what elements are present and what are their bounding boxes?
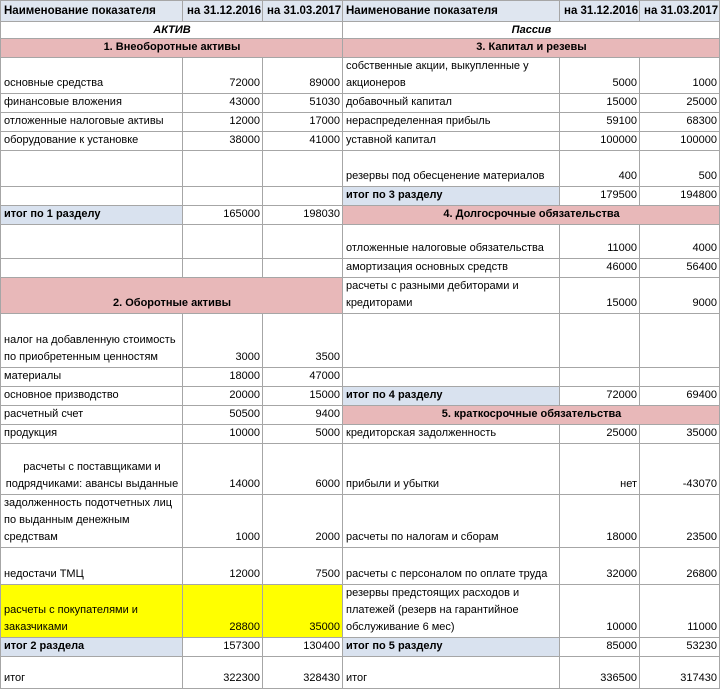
cell-itog4-v2[interactable]: 69400 (640, 387, 720, 406)
header-name-right[interactable]: Наименование показателя (343, 1, 560, 22)
cell-nds-label[interactable]: налог на добавленную стоимость по приобретенным ценностям (1, 314, 183, 368)
cell-mat-v1[interactable]: 18000 (183, 368, 263, 387)
cell-rezerv-label[interactable]: резервы под обесценение материалов (343, 151, 560, 187)
cell-empty[interactable] (1, 259, 183, 278)
cell-mat-label[interactable]: материалы (1, 368, 183, 387)
cell-dobk-label[interactable]: добавочный капитал (343, 94, 560, 113)
cell-pribub-v2[interactable]: -43070 (640, 444, 720, 495)
cell-os-v2[interactable]: 89000 (263, 58, 343, 94)
cell-debkr-label[interactable]: расчеты с разными дебиторами и кредиторами (343, 278, 560, 314)
cell-prod-v1[interactable]: 10000 (183, 425, 263, 444)
cell-ono-label[interactable]: отложенные налоговые обязательства (343, 225, 560, 259)
cell-nalog-v2[interactable]: 23500 (640, 495, 720, 548)
table-row (1, 548, 720, 585)
cell-podotch-v1[interactable]: 1000 (183, 495, 263, 548)
cell-rezerv-v2[interactable]: 500 (640, 151, 720, 187)
cell-itog5-label[interactable]: итог по 5 разделу (343, 638, 560, 657)
header-row (1, 1, 720, 22)
cell-empty[interactable] (1, 225, 183, 259)
table-row (1, 657, 720, 689)
table-row (1, 206, 720, 225)
cell-oborud-v2[interactable]: 41000 (263, 132, 343, 151)
table-row (1, 314, 720, 368)
cell-nedost-v1[interactable]: 12000 (183, 548, 263, 585)
table-row (1, 58, 720, 94)
cell-empty[interactable] (640, 314, 720, 368)
cell-person-v2[interactable]: 26800 (640, 548, 720, 585)
cell-pribub-v1[interactable]: нет (560, 444, 640, 495)
side-row (1, 22, 720, 39)
cell-pokup-v2[interactable]: 35000 (263, 585, 343, 638)
header-date1-left[interactable]: на 31.12.2016 (183, 1, 263, 22)
cell-mat-v2[interactable]: 47000 (263, 368, 343, 387)
cell-ona-v1[interactable]: 12000 (183, 113, 263, 132)
table-row (1, 387, 720, 406)
cell-itog1-v1[interactable]: 165000 (183, 206, 263, 225)
cell-sobakc-label[interactable]: собственные акции, выкупленные у акционеров (343, 58, 560, 94)
cell-oborud-v1[interactable]: 38000 (183, 132, 263, 151)
cell-empty[interactable] (263, 259, 343, 278)
cell-itog-right-label[interactable]: итог (343, 657, 560, 689)
cell-itog-right-v2[interactable]: 317430 (640, 657, 720, 689)
table-row (1, 94, 720, 113)
cell-debkr-v1[interactable]: 15000 (560, 278, 640, 314)
cell-nalog-v1[interactable]: 18000 (560, 495, 640, 548)
section-4-title[interactable]: 4. Долгосрочные обязательства (343, 206, 720, 225)
table-row (1, 278, 720, 314)
cell-osnpr-v2[interactable]: 15000 (263, 387, 343, 406)
cell-itog1-v2[interactable]: 198030 (263, 206, 343, 225)
cell-ono-v1[interactable]: 11000 (560, 225, 640, 259)
cell-dobk-v1[interactable]: 15000 (560, 94, 640, 113)
table-row (1, 259, 720, 278)
cell-itog2-v1[interactable]: 157300 (183, 638, 263, 657)
header-date2-right[interactable]: на 31.03.2017 (640, 1, 720, 22)
cell-os-label[interactable]: основные средства (1, 58, 183, 94)
cell-nerpr-label[interactable]: нераспределенная прибыль (343, 113, 560, 132)
cell-itog-label[interactable]: итог (1, 657, 183, 689)
cell-kredz-v1[interactable]: 25000 (560, 425, 640, 444)
cell-rs-v1[interactable]: 50500 (183, 406, 263, 425)
side-aktiv[interactable]: АКТИВ (1, 22, 343, 39)
cell-debkr-v2[interactable]: 9000 (640, 278, 720, 314)
cell-sobakc-v1[interactable]: 5000 (560, 58, 640, 94)
cell-itog-right-v1[interactable]: 336500 (560, 657, 640, 689)
cell-amort-label[interactable]: амортизация основных средств (343, 259, 560, 278)
cell-nedost-v2[interactable]: 7500 (263, 548, 343, 585)
side-passiv[interactable]: Пассив (343, 22, 720, 39)
cell-itog5-v2[interactable]: 53230 (640, 638, 720, 657)
cell-oborud-label[interactable]: оборудование к установке (1, 132, 183, 151)
cell-nds-v2[interactable]: 3500 (263, 314, 343, 368)
cell-ona-v2[interactable]: 17000 (263, 113, 343, 132)
table-row (1, 132, 720, 151)
section-2-title[interactable]: 2. Оборотные активы (1, 278, 343, 314)
cell-empty[interactable] (560, 314, 640, 368)
table-row (1, 225, 720, 259)
cell-empty[interactable] (183, 187, 263, 206)
section-1-title[interactable]: 1. Внеоборотные активы (1, 39, 343, 58)
cell-itog3-v1[interactable]: 179500 (560, 187, 640, 206)
table-row (1, 187, 720, 206)
cell-empty[interactable] (1, 187, 183, 206)
cell-itog4-label[interactable]: итог по 4 разделу (343, 387, 560, 406)
cell-ona-label[interactable]: отложенные налоговые активы (1, 113, 183, 132)
cell-avansy-label[interactable]: расчеты с поставщиками и подрядчиками: авансы выданные (1, 444, 183, 495)
table-row (1, 585, 720, 638)
section-3-title[interactable]: 3. Капитал и резевы (343, 39, 720, 58)
cell-podotch-label[interactable]: задолженность подотчетных лиц по выданным денежным средствам (1, 495, 183, 548)
cell-rezpred-v2[interactable]: 11000 (640, 585, 720, 638)
cell-nedost-label[interactable]: недостачи ТМЦ (1, 548, 183, 585)
cell-amort-v1[interactable]: 46000 (560, 259, 640, 278)
cell-itog3-label[interactable]: итог по 3 разделу (343, 187, 560, 206)
cell-itog3-v2[interactable]: 194800 (640, 187, 720, 206)
cell-pokup-v1[interactable]: 28800 (183, 585, 263, 638)
cell-empty[interactable] (183, 259, 263, 278)
cell-empty[interactable] (640, 368, 720, 387)
table-row (1, 151, 720, 187)
cell-fv-v1[interactable]: 43000 (183, 94, 263, 113)
cell-prod-label[interactable]: продукция (1, 425, 183, 444)
cell-empty[interactable] (263, 151, 343, 187)
cell-avansy-v1[interactable]: 14000 (183, 444, 263, 495)
cell-dobk-v2[interactable]: 25000 (640, 94, 720, 113)
cell-person-v1[interactable]: 32000 (560, 548, 640, 585)
cell-nds-v1[interactable]: 3000 (183, 314, 263, 368)
cell-empty[interactable] (263, 187, 343, 206)
cell-pribub-label[interactable]: прибыли и убытки (343, 444, 560, 495)
table-row (1, 406, 720, 425)
cell-nerpr-v2[interactable]: 68300 (640, 113, 720, 132)
cell-osnpr-v1[interactable]: 20000 (183, 387, 263, 406)
cell-kredz-v2[interactable]: 35000 (640, 425, 720, 444)
cell-rs-v2[interactable]: 9400 (263, 406, 343, 425)
cell-ustk-v2[interactable]: 100000 (640, 132, 720, 151)
cell-rezerv-v1[interactable]: 400 (560, 151, 640, 187)
cell-osnpr-label[interactable]: основное призводство (1, 387, 183, 406)
cell-rs-label[interactable]: расчетный счет (1, 406, 183, 425)
cell-sobakc-v2[interactable]: 1000 (640, 58, 720, 94)
cell-itog5-v1[interactable]: 85000 (560, 638, 640, 657)
cell-itog-v2[interactable]: 328430 (263, 657, 343, 689)
cell-itog1-label[interactable]: итог по 1 разделу (1, 206, 183, 225)
cell-ustk-label[interactable]: уставной капитал (343, 132, 560, 151)
cell-person-label[interactable]: расчеты с персоналом по оплате труда (343, 548, 560, 585)
table-row (1, 444, 720, 495)
cell-empty[interactable] (183, 225, 263, 259)
cell-empty[interactable] (183, 151, 263, 187)
cell-itog-v1[interactable]: 322300 (183, 657, 263, 689)
cell-kredz-label[interactable]: кредиторская задолженность (343, 425, 560, 444)
header-date1-right[interactable]: на 31.12.2016 (560, 1, 640, 22)
cell-amort-v2[interactable]: 56400 (640, 259, 720, 278)
table-row (1, 425, 720, 444)
table-row (1, 638, 720, 657)
cell-nerpr-v1[interactable]: 59100 (560, 113, 640, 132)
section-5-title[interactable]: 5. краткосрочные обязательства (343, 406, 720, 425)
cell-rezpred-label[interactable]: резервы предстоящих расходов и платежей (резерв на гарантийное обслуживание 6 мес) (343, 585, 560, 638)
table-row (1, 368, 720, 387)
cell-podotch-v2[interactable]: 2000 (263, 495, 343, 548)
section-row-1-3 (1, 39, 720, 58)
cell-prod-v2[interactable]: 5000 (263, 425, 343, 444)
cell-pokup-label[interactable]: расчеты с покупателями и заказчиками (1, 585, 183, 638)
cell-empty[interactable] (263, 225, 343, 259)
table-row (1, 113, 720, 132)
cell-nalog-label[interactable]: расчеты по налогам и сборам (343, 495, 560, 548)
cell-avansy-v2[interactable]: 6000 (263, 444, 343, 495)
cell-fv-label[interactable]: финансовые вложения (1, 94, 183, 113)
cell-itog2-v2[interactable]: 130400 (263, 638, 343, 657)
header-date2-left[interactable]: на 31.03.2017 (263, 1, 343, 22)
cell-ono-v2[interactable]: 4000 (640, 225, 720, 259)
cell-empty[interactable] (1, 151, 183, 187)
cell-empty[interactable] (343, 314, 560, 368)
cell-itog4-v1[interactable]: 72000 (560, 387, 640, 406)
cell-empty[interactable] (560, 368, 640, 387)
cell-os-v1[interactable]: 72000 (183, 58, 263, 94)
cell-itog2-label[interactable]: итог 2 раздела (1, 638, 183, 657)
cell-ustk-v1[interactable]: 100000 (560, 132, 640, 151)
cell-rezpred-v1[interactable]: 10000 (560, 585, 640, 638)
table-row (1, 495, 720, 548)
cell-fv-v2[interactable]: 51030 (263, 94, 343, 113)
cell-empty[interactable] (343, 368, 560, 387)
header-name-left[interactable]: Наименование показателя (1, 1, 183, 22)
